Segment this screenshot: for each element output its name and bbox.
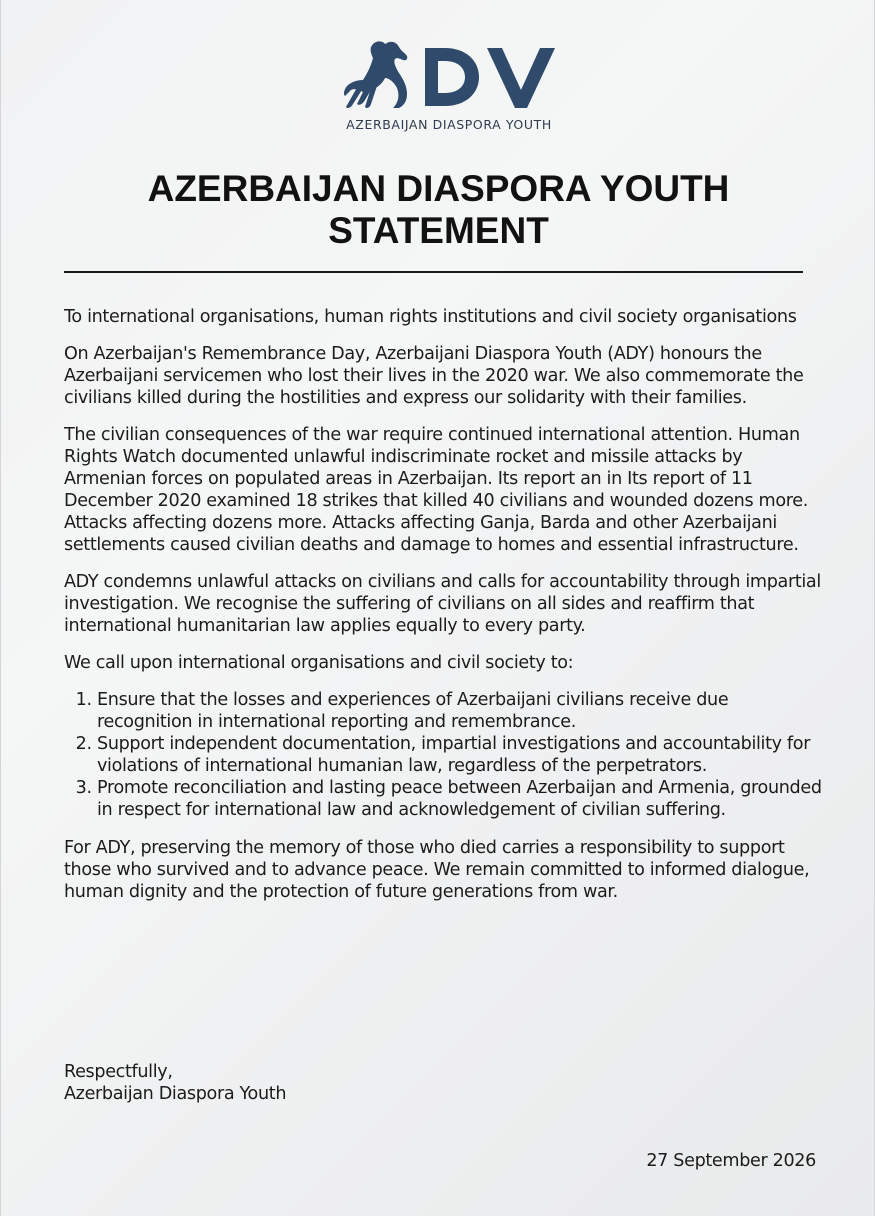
condemnation-paragraph: ADY condemns unlawful attacks on civilians and calls for accountability through impartial investigation. We recognise the suffering of civilians on all sides and reaffirm that international humanitarian law applies equally to every party.: [64, 572, 821, 636]
logo-caption: AZERBAIJAN DIASPORA YOUTH: [346, 117, 552, 132]
closing-word: Respectfully,: [64, 1062, 173, 1082]
list-item: 3. Promote reconciliation and lasting peace between Azerbaijan and Armenia, grounded in respect for international law and acknowledgement of civilian suffering.: [97, 777, 826, 821]
statement-date: 27 September 2026: [646, 1151, 816, 1171]
addressee-paragraph: To international organisations, human rights institutions and civil society organisations: [64, 307, 797, 327]
signatory: Azerbaijan Diaspora Youth: [64, 1084, 287, 1104]
title-line-2: STATEMENT: [328, 210, 549, 251]
list-item: 2. Support independent documentation, impartial investigations and accountability for violations of international humanian law, regardless of the perpetrators.: [97, 733, 826, 777]
closing-paragraph: For ADY, preserving the memory of those who died carries a responsibility to support those who survived and to advance peace. We remain committed to informed dialogue, human dignity and the protection of future generations from war.: [64, 838, 810, 902]
demands-list: [64, 689, 826, 821]
remembrance-paragraph: On Azerbaijan's Remembrance Day, Azerbaijani Diaspora Youth (ADY) honours the Azerbaijani servicemen who lost their lives in the 2020 war. We also commemorate the civilians killed during the hostilities and express our solidarity with their families.: [64, 344, 804, 408]
page-title: [61, 168, 816, 252]
title-line-1: AZERBAIJAN DIASPORA YOUTH: [147, 168, 730, 209]
ady-logo: [341, 38, 557, 132]
signoff: [64, 1061, 286, 1105]
list-item: 1. Ensure that the losses and experiences of Azerbaijani civilians receive due recognition in international reporting and remembrance.: [97, 689, 826, 733]
title-divider: [64, 271, 803, 273]
statement-body: [64, 306, 826, 918]
call-paragraph: We call upon international organisations and civil society to:: [64, 653, 574, 673]
rearing-horse-icon: [341, 38, 557, 114]
consequences-paragraph: The civilian consequences of the war require continued international attention. Human Rights Watch documented unlawful indiscriminate rocket and missile attacks by Armenian forces on populated areas in Azerbaijan. Its report an in Its report of 11 December 2020 examined 18 strikes that killed 40 civilians and wounded dozens more. Attacks affecting dozens more. Attacks affecting Ganja, Barda and other Azerbaijani settlements caused civilian deaths and damage to homes and essential infrastructure.: [64, 425, 808, 555]
